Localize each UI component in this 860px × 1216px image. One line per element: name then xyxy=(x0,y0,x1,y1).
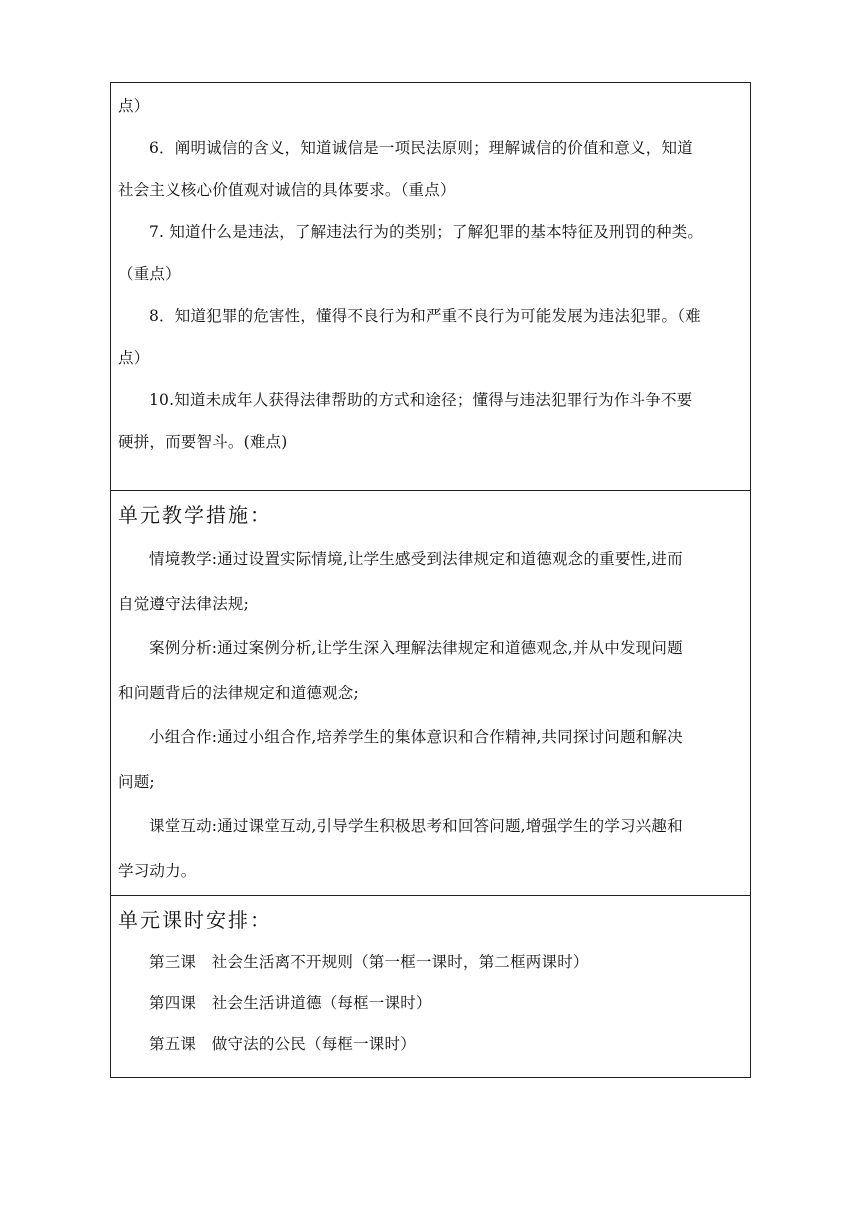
teaching-measures-heading: 单元教学措施： xyxy=(118,503,272,527)
schedule-line: 第三课 社会生活离不开规则（第一框一课时，第二框两课时） xyxy=(149,953,589,971)
measure-line: 情境教学:通过设置实际情境,让学生感受到法律规定和道德观念的重要性,进而 xyxy=(149,550,683,568)
objective-line: 点） xyxy=(118,97,150,115)
measure-line: 自觉遵守法律法规; xyxy=(118,594,250,613)
objective-line: 8．知道犯罪的危害性，懂得不良行为和严重不良行为可能发展为违法犯罪。（难 xyxy=(149,307,701,325)
measure-line: 案例分析:通过案例分析,让学生深入理解法律规定和道德观念,并从中发现问题 xyxy=(149,639,683,657)
schedule-cell xyxy=(111,895,750,1077)
objective-line: 硬拼，而要智斗。(难点) xyxy=(118,433,288,451)
schedule-line: 第四课 社会生活讲道德（每框一课时） xyxy=(149,994,432,1012)
measure-line: 学习动力。 xyxy=(118,861,197,880)
measure-line: 问题; xyxy=(118,772,155,791)
schedule-line: 第五课 做守法的公民（每框一课时） xyxy=(149,1035,416,1053)
document-table xyxy=(110,82,751,1078)
teaching-measures-cell xyxy=(111,490,750,895)
objective-line: 点） xyxy=(118,349,150,367)
objective-line: 10.知道未成年人获得法律帮助的方式和途径；懂得与违法犯罪行为作斗争不要 xyxy=(149,391,693,409)
measure-line: 和问题背后的法律规定和道德观念; xyxy=(118,683,359,702)
objective-line: 7. 知道什么是违法，了解违法行为的类别；了解犯罪的基本特征及刑罚的种类。 xyxy=(149,223,704,241)
objective-line: （重点） xyxy=(118,265,181,283)
measure-line: 课堂互动:通过课堂互动,引导学生积极思考和回答问题,增强学生的学习兴趣和 xyxy=(149,817,683,835)
objective-line: 6．阐明诚信的含义，知道诚信是一项民法原则；理解诚信的价值和意义，知道 xyxy=(149,139,693,157)
measure-line: 小组合作:通过小组合作,培养学生的集体意识和合作精神,共同探讨问题和解决 xyxy=(149,728,683,746)
schedule-heading: 单元课时安排： xyxy=(118,908,272,932)
objectives-cell xyxy=(111,83,750,490)
objective-line: 社会主义核心价值观对诚信的具体要求。（重点） xyxy=(118,181,456,199)
